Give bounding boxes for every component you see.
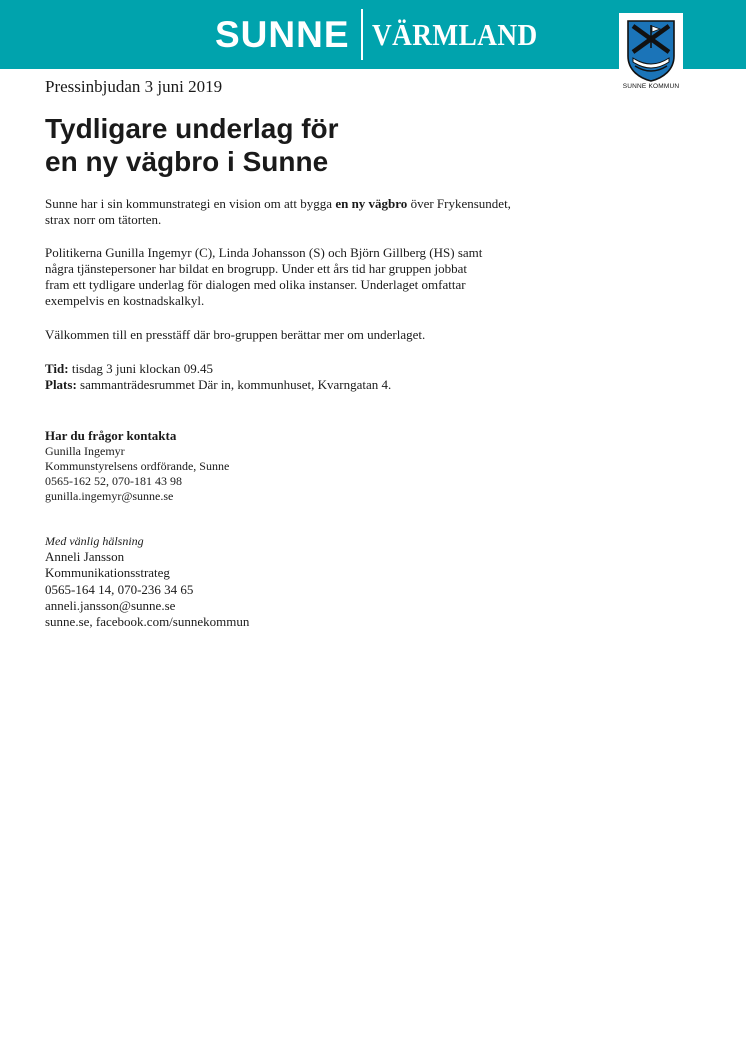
page-title [45,112,545,178]
brand-divider [361,9,363,60]
coat-of-arms-icon [625,18,677,82]
sunne-kommun-logo [619,13,683,93]
title-line-2: en ny vägbro i Sunne [45,146,329,177]
signoff-role: Kommunikationsstrateg [45,565,170,581]
signoff-block [45,533,445,630]
contact-phone: 0565-162 52, 070-181 43 98 [45,474,182,488]
signoff-phone: 0565-164 14, 070-236 34 65 [45,581,194,597]
welcome-paragraph: Välkommen till en presstäff där bro-gruppen berättar mer om underlaget. [45,327,426,342]
time-value: tisdag 3 juni klockan 09.45 [68,361,214,376]
time-label: Tid: [45,361,69,376]
place-label: Plats: [45,377,77,392]
signoff-name: Anneli Jansson [45,549,125,564]
intro-bold: en ny vägbro [335,196,408,211]
event-details [45,361,515,393]
signoff-email[interactable]: anneli.jansson@sunne.se [45,597,176,613]
contact-heading: Har du frågor kontakta [45,428,177,443]
brand-varmland: VÄRMLAND [372,17,538,52]
intro-after: över Frykensundet, strax norr om tätorten. [45,196,511,227]
politicians-paragraph: Politikerna Gunilla Ingemyr (C), Linda Johansson (S) och Björn Gillberg (HS) samt några tjänstepersoner har bildat en brogrupp. Under ett års tid har gruppen jobbat fram ett tydligare underlag för dialogen med olika instanser. Underlaget omfattar exempelvis en kostnadskalkyl. [45,245,483,308]
contact-block [45,428,445,504]
contact-role: Kommunstyrelsens ordförande, Sunne [45,459,230,473]
title-line-1: Tydligare underlag för [45,113,339,144]
brand-sunne: SUNNE [215,14,350,55]
intro-paragraph [45,196,515,228]
place-value: sammanträdesrummet Där in, kommunhuset, Kvarngatan 4. [76,377,392,392]
contact-name: Gunilla Ingemyr [45,444,125,458]
logo-caption: SUNNE KOMMUN [622,83,680,90]
intro-before: Sunne har i sin kommunstrategi en vision om att bygga [45,196,336,211]
dateline: Pressinbjudan 3 juni 2019 [45,77,223,96]
signoff-greeting: Med vänlig hälsning [45,534,144,548]
contact-email[interactable]: gunilla.ingemyr@sunne.se [45,489,174,503]
signoff-web[interactable]: sunne.se, facebook.com/sunnekommun [45,614,250,630]
